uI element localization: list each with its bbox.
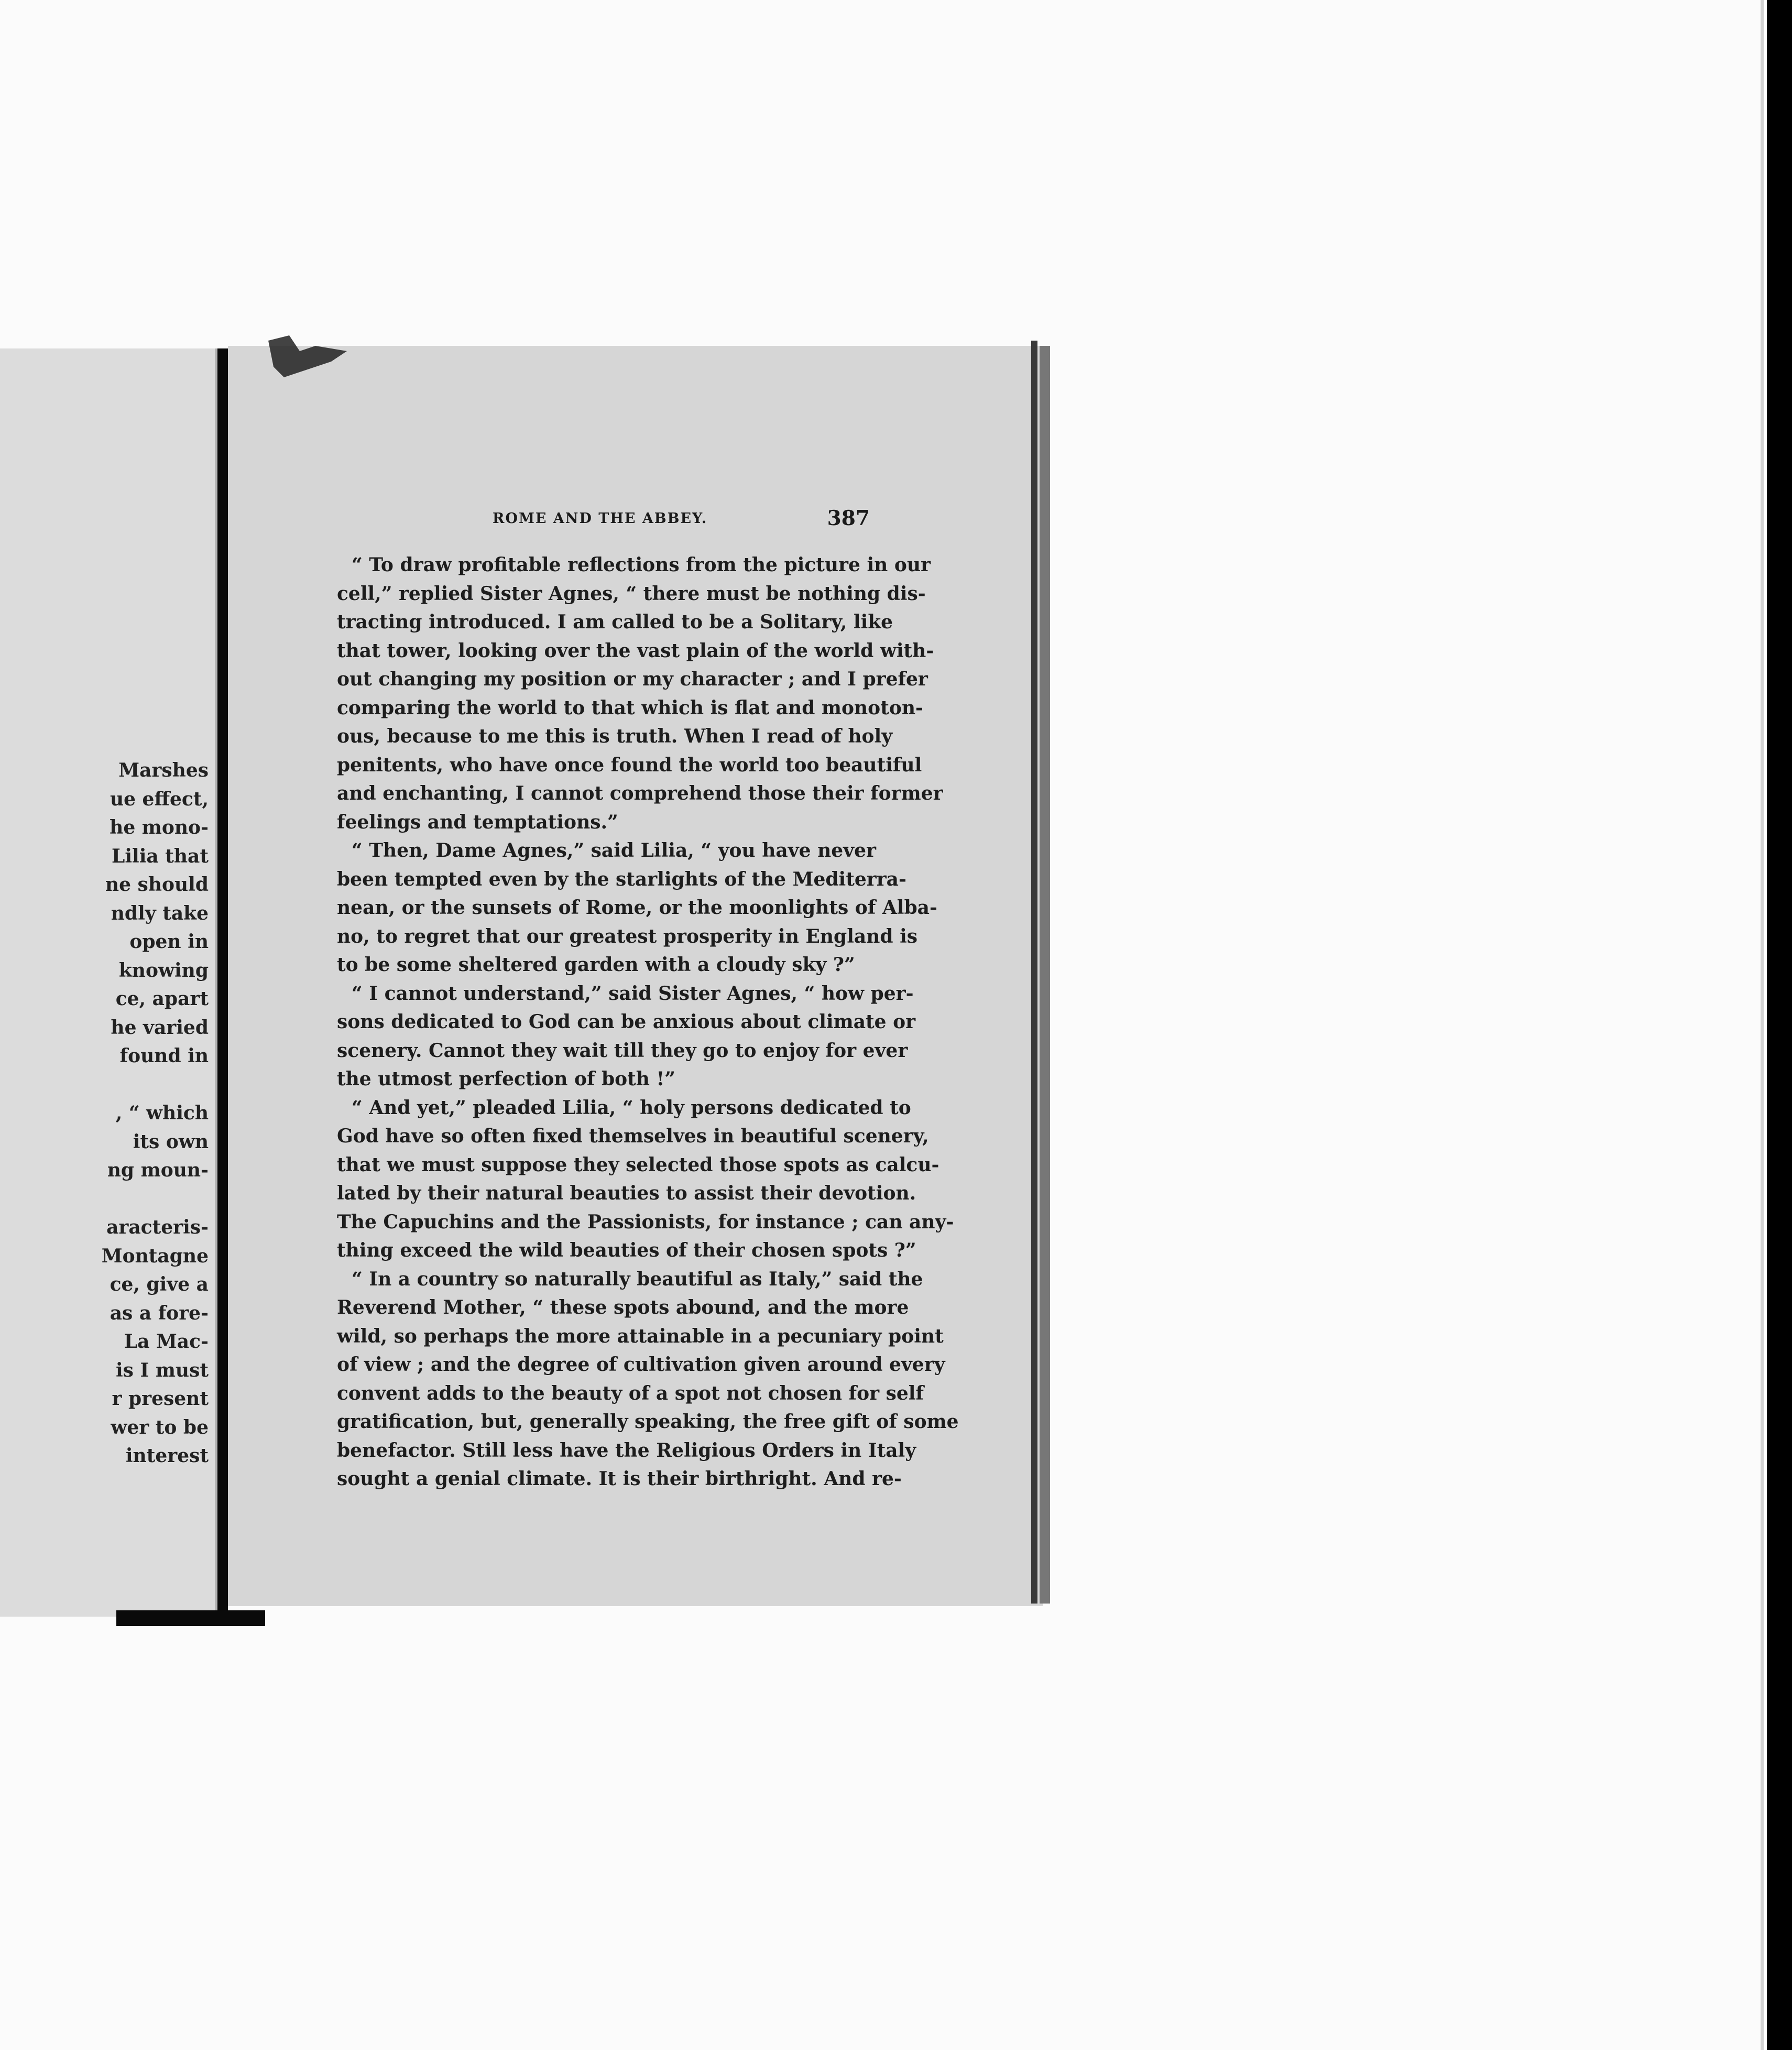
text-line: nean, or the sunsets of Rome, or the moonlights of Alba- [337, 897, 937, 919]
book-gutter [217, 348, 228, 1617]
text-line: wild, so perhaps the more attainable in a pecuniary point [337, 1325, 944, 1347]
right-page-edge [1031, 341, 1037, 1604]
left-page-text-fragments [9, 756, 209, 1470]
left-page-fragment: ndly take [111, 902, 209, 924]
left-page-fragment: as a fore- [110, 1302, 209, 1324]
text-line: benefactor. Still less have the Religious Orders in Italy [337, 1439, 916, 1462]
left-page-fragment: interest [125, 1445, 209, 1467]
left-page-fragment: its own [133, 1130, 209, 1153]
torn-corner-mark [268, 335, 347, 377]
left-page-fragment: he mono- [110, 816, 209, 838]
text-line: lated by their natural beauties to assist their devotion. [337, 1182, 916, 1204]
left-page-fragment: La Mac- [124, 1331, 209, 1353]
text-line: ous, because to me this is truth. When I read of holy [337, 725, 893, 747]
text-line: The Capuchins and the Passionists, for instance ; can any- [337, 1211, 954, 1233]
page-number: 387 [827, 506, 870, 530]
left-page-fragment: found in [119, 1045, 209, 1067]
left-page-fragment [9, 1071, 209, 1099]
running-title: ROME AND THE ABBEY. [493, 510, 708, 527]
text-line: no, to regret that our greatest prosperity in England is [337, 925, 918, 947]
text-line: that we must suppose they selected those spots as calcu- [337, 1153, 939, 1176]
page-body-text [337, 551, 959, 1493]
text-line: of view ; and the degree of cultivation given around every [337, 1354, 945, 1376]
left-page-fragment: Montagne [101, 1245, 209, 1267]
text-line: “ I cannot understand,” said Sister Agnes, “ how per- [352, 982, 914, 1005]
text-line: “ To draw profitable reflections from the picture in our [352, 554, 931, 576]
text-line: “ Then, Dame Agnes,” said Lilia, “ you have never [352, 839, 876, 862]
text-line: tracting introduced. I am called to be a Solitary, like [337, 611, 893, 633]
text-line: scenery. Cannot they wait till they go to enjoy for ever [337, 1039, 908, 1062]
left-page-fragment: ne should [105, 874, 209, 896]
text-line: “ And yet,” pleaded Lilia, “ holy persons dedicated to [352, 1096, 911, 1119]
text-line: to be some sheltered garden with a cloudy sky ?” [337, 954, 855, 976]
left-page-fragment: wer to be [111, 1416, 209, 1438]
left-page-fragment: r present [112, 1388, 209, 1410]
left-page-fragment: knowing [118, 959, 209, 982]
binding-bar [116, 1610, 265, 1626]
left-page-fragment: open in [129, 931, 209, 953]
text-line: sought a genial climate. It is their birthright. And re- [337, 1468, 902, 1490]
text-line: thing exceed the wild beauties of their chosen spots ?” [337, 1239, 916, 1261]
text-line: penitents, who have once found the world too beautiful [337, 754, 922, 776]
left-page-fragment: ue effect, [110, 788, 209, 810]
text-line: comparing the world to that which is flat and monoton- [337, 696, 923, 719]
text-line: and enchanting, I cannot comprehend those their former [337, 782, 943, 804]
running-head [335, 506, 875, 532]
left-page-fragment: is I must [115, 1359, 209, 1381]
text-line: out changing my position or my character ; and I prefer [337, 668, 928, 690]
text-line: “ In a country so naturally beautiful as Italy,” said the [352, 1268, 923, 1290]
left-page-fragment: ng moun- [107, 1159, 209, 1181]
text-line: been tempted even by the starlights of the Mediterra- [337, 868, 906, 890]
left-page-fragment [9, 1185, 209, 1214]
text-line: Reverend Mother, “ these spots abound, and the more [337, 1296, 909, 1318]
left-page-fragment: Lilia that [112, 845, 209, 867]
text-line: feelings and temptations.” [337, 811, 618, 833]
text-line: cell,” replied Sister Agnes, “ there must be nothing dis- [337, 582, 926, 605]
text-line: God have so often fixed themselves in beautiful scenery, [337, 1125, 929, 1147]
left-page-fragment: he varied [111, 1016, 209, 1039]
film-edge-strip [1767, 0, 1792, 2050]
text-line: sons dedicated to God can be anxious about climate or [337, 1011, 916, 1033]
left-page-fragment: ce, give a [110, 1273, 209, 1295]
text-line: the utmost perfection of both !” [337, 1068, 676, 1090]
left-page-fragment: Marshes [118, 759, 209, 781]
left-page [0, 348, 219, 1617]
left-page-fragment: ce, apart [115, 988, 209, 1010]
text-line: convent adds to the beauty of a spot not chosen for self [337, 1382, 924, 1404]
right-page-edge-shadow [1040, 346, 1050, 1604]
left-page-fragment: , “ which [115, 1102, 209, 1124]
text-line: gratification, but, generally speaking, the free gift of some [337, 1411, 959, 1433]
text-line: that tower, looking over the vast plain of the world with- [337, 639, 934, 662]
left-page-fragment: aracteris- [106, 1216, 209, 1238]
